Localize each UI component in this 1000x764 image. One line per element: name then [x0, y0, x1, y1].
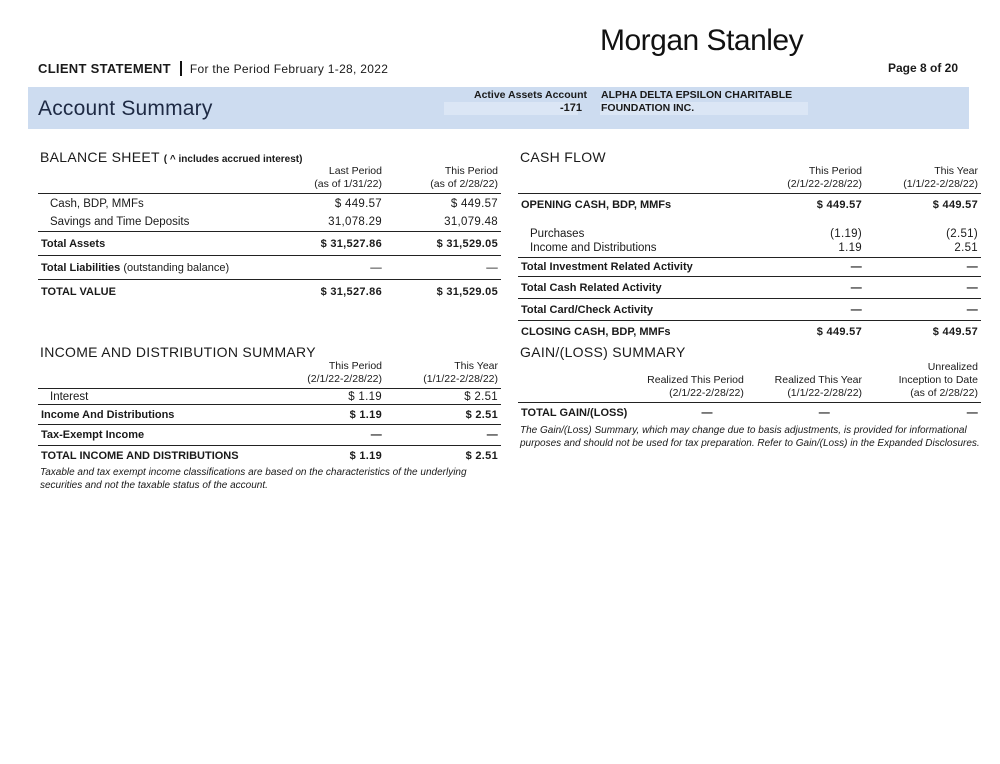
table-row	[38, 194, 501, 214]
column-header: This Period (2/1/22-2/28/22)	[268, 360, 385, 389]
account-name-line1: ALPHA DELTA EPSILON CHARITABLE	[601, 89, 793, 101]
table-header	[38, 360, 501, 389]
row-value: $ 449.57	[816, 199, 862, 212]
row-label: OPENING CASH, BDP, MMFs	[521, 199, 672, 212]
column-header: This Year (1/1/22-2/28/22)	[865, 165, 981, 194]
row-value: $ 31,527.86	[320, 285, 382, 298]
row-label: Total Liabilities (outstanding balance)	[38, 256, 268, 280]
row-value: 2.51	[865, 240, 981, 258]
column-header: This Period (as of 2/28/22)	[385, 165, 501, 194]
table-row	[38, 446, 501, 466]
row-value: $ 31,529.05	[385, 232, 501, 256]
row-label: TOTAL GAIN/(LOSS)	[521, 406, 628, 419]
table-header	[518, 361, 981, 403]
account-name	[601, 89, 792, 115]
row-value: $ 1.19	[268, 389, 385, 405]
row-label: Cash, BDP, MMFs	[50, 197, 144, 210]
cash-flow-table	[518, 165, 981, 343]
table-row	[518, 240, 981, 258]
column-header: This Year (1/1/22-2/28/22)	[385, 360, 501, 389]
row-value: —	[865, 258, 981, 277]
statement-header	[38, 61, 388, 76]
income-summary-table	[38, 360, 501, 466]
column-header: Last Period (as of 1/31/22)	[268, 165, 385, 194]
row-value: $ 31,527.86	[268, 232, 385, 256]
table-row	[518, 403, 981, 423]
balance-sheet-title	[40, 149, 302, 165]
balance-sheet-note: ( ^ includes accrued interest)	[163, 154, 303, 165]
row-label: CLOSING CASH, BDP, MMFs	[521, 325, 671, 338]
row-value: —	[701, 406, 713, 419]
row-value: —	[966, 406, 978, 419]
account-type: Active Assets Account	[474, 89, 588, 101]
row-label: Total Card/Check Activity	[518, 299, 748, 321]
row-value: 1.19	[748, 240, 865, 258]
statement-period: For the Period February 1-28, 2022	[189, 62, 389, 76]
row-value: 31,079.48	[385, 214, 501, 232]
account-name-line2: FOUNDATION INC.	[601, 102, 695, 114]
row-label: Savings and Time Deposits	[38, 214, 268, 232]
column-header: This Period (2/1/22-2/28/22)	[748, 165, 865, 194]
gain-loss-note: The Gain/(Loss) Summary, which may change due to basis adjustments, is provided for informational purposes and should not be used for tax preparation. Refer to Gain/(Loss) in the Expanded Disclosures.	[520, 425, 980, 449]
table-row	[38, 389, 501, 405]
row-label: TOTAL VALUE	[41, 285, 116, 298]
row-label: Purchases	[530, 227, 585, 240]
row-value: $ 449.57	[816, 325, 862, 338]
row-value: $ 2.51	[465, 449, 498, 462]
brand-logo: Morgan Stanley	[600, 24, 804, 57]
cash-flow-title: CASH FLOW	[520, 149, 606, 165]
row-value: —	[268, 256, 385, 280]
row-label: TOTAL INCOME AND DISTRIBUTIONS	[41, 449, 239, 462]
table-row	[518, 321, 981, 343]
row-label: Tax-Exempt Income	[38, 425, 268, 446]
table-row	[38, 214, 501, 232]
row-label: Income and Distributions	[518, 240, 748, 258]
row-value: $ 1.19	[268, 405, 385, 425]
table-row	[38, 232, 501, 256]
row-label: Total Investment Related Activity	[518, 258, 748, 277]
row-value: 31,078.29	[268, 214, 385, 232]
row-value: —	[385, 425, 501, 446]
row-label: Income And Distributions	[38, 405, 268, 425]
column-header: Realized This Year (1/1/22-2/28/22)	[747, 361, 865, 403]
row-value: $ 449.57	[334, 197, 382, 210]
row-value: $ 2.51	[385, 405, 501, 425]
row-value: $ 1.19	[349, 449, 382, 462]
row-value: —	[818, 406, 831, 419]
row-value: $ 449.57	[932, 199, 978, 212]
table-row	[38, 256, 501, 280]
row-label: Interest	[38, 389, 268, 405]
gain-loss-title: GAIN/(LOSS) SUMMARY	[520, 344, 686, 360]
row-value: $ 449.57	[932, 325, 978, 338]
row-value: (2.51)	[946, 227, 978, 240]
row-value: —	[385, 256, 501, 280]
row-value: —	[748, 299, 865, 321]
table-row	[38, 405, 501, 425]
table-row	[518, 217, 981, 240]
row-value: —	[748, 258, 865, 277]
page-number: Page 8 of 20	[887, 61, 958, 75]
table-header	[518, 165, 981, 194]
column-header: Realized This Period (2/1/22-2/28/22)	[630, 361, 747, 403]
account-number-highlight	[444, 102, 578, 115]
table-header	[38, 165, 501, 194]
table-row	[518, 194, 981, 217]
row-value: $ 31,529.05	[436, 285, 498, 298]
income-summary-note: Taxable and tax exempt income classifications are based on the characteristics of the underlying securities and not the taxable status of the account.	[40, 467, 467, 491]
row-value: —	[865, 299, 981, 321]
table-row	[518, 258, 981, 277]
table-row	[518, 277, 981, 299]
statement-label: CLIENT STATEMENT	[38, 61, 171, 76]
table-row	[38, 280, 501, 304]
row-label: Total Assets	[38, 232, 268, 256]
table-row	[38, 425, 501, 446]
row-value: $ 2.51	[385, 389, 501, 405]
row-value: —	[865, 277, 981, 299]
balance-sheet-table	[38, 165, 501, 304]
income-summary-title: INCOME AND DISTRIBUTION SUMMARY	[40, 344, 316, 360]
row-value: —	[268, 425, 385, 446]
page-title: Account Summary	[38, 97, 213, 120]
row-value: —	[748, 277, 865, 299]
header-divider	[180, 61, 182, 76]
row-label: Total Cash Related Activity	[518, 277, 748, 299]
row-value: (1.19)	[830, 227, 862, 240]
gain-loss-table	[518, 361, 981, 423]
balance-sheet-title-text: BALANCE SHEET	[40, 149, 160, 165]
column-header: Unrealized Inception to Date (as of 2/28/22)	[865, 361, 981, 403]
account-number: -171	[560, 102, 583, 114]
row-value: $ 449.57	[450, 197, 498, 210]
table-row	[518, 299, 981, 321]
